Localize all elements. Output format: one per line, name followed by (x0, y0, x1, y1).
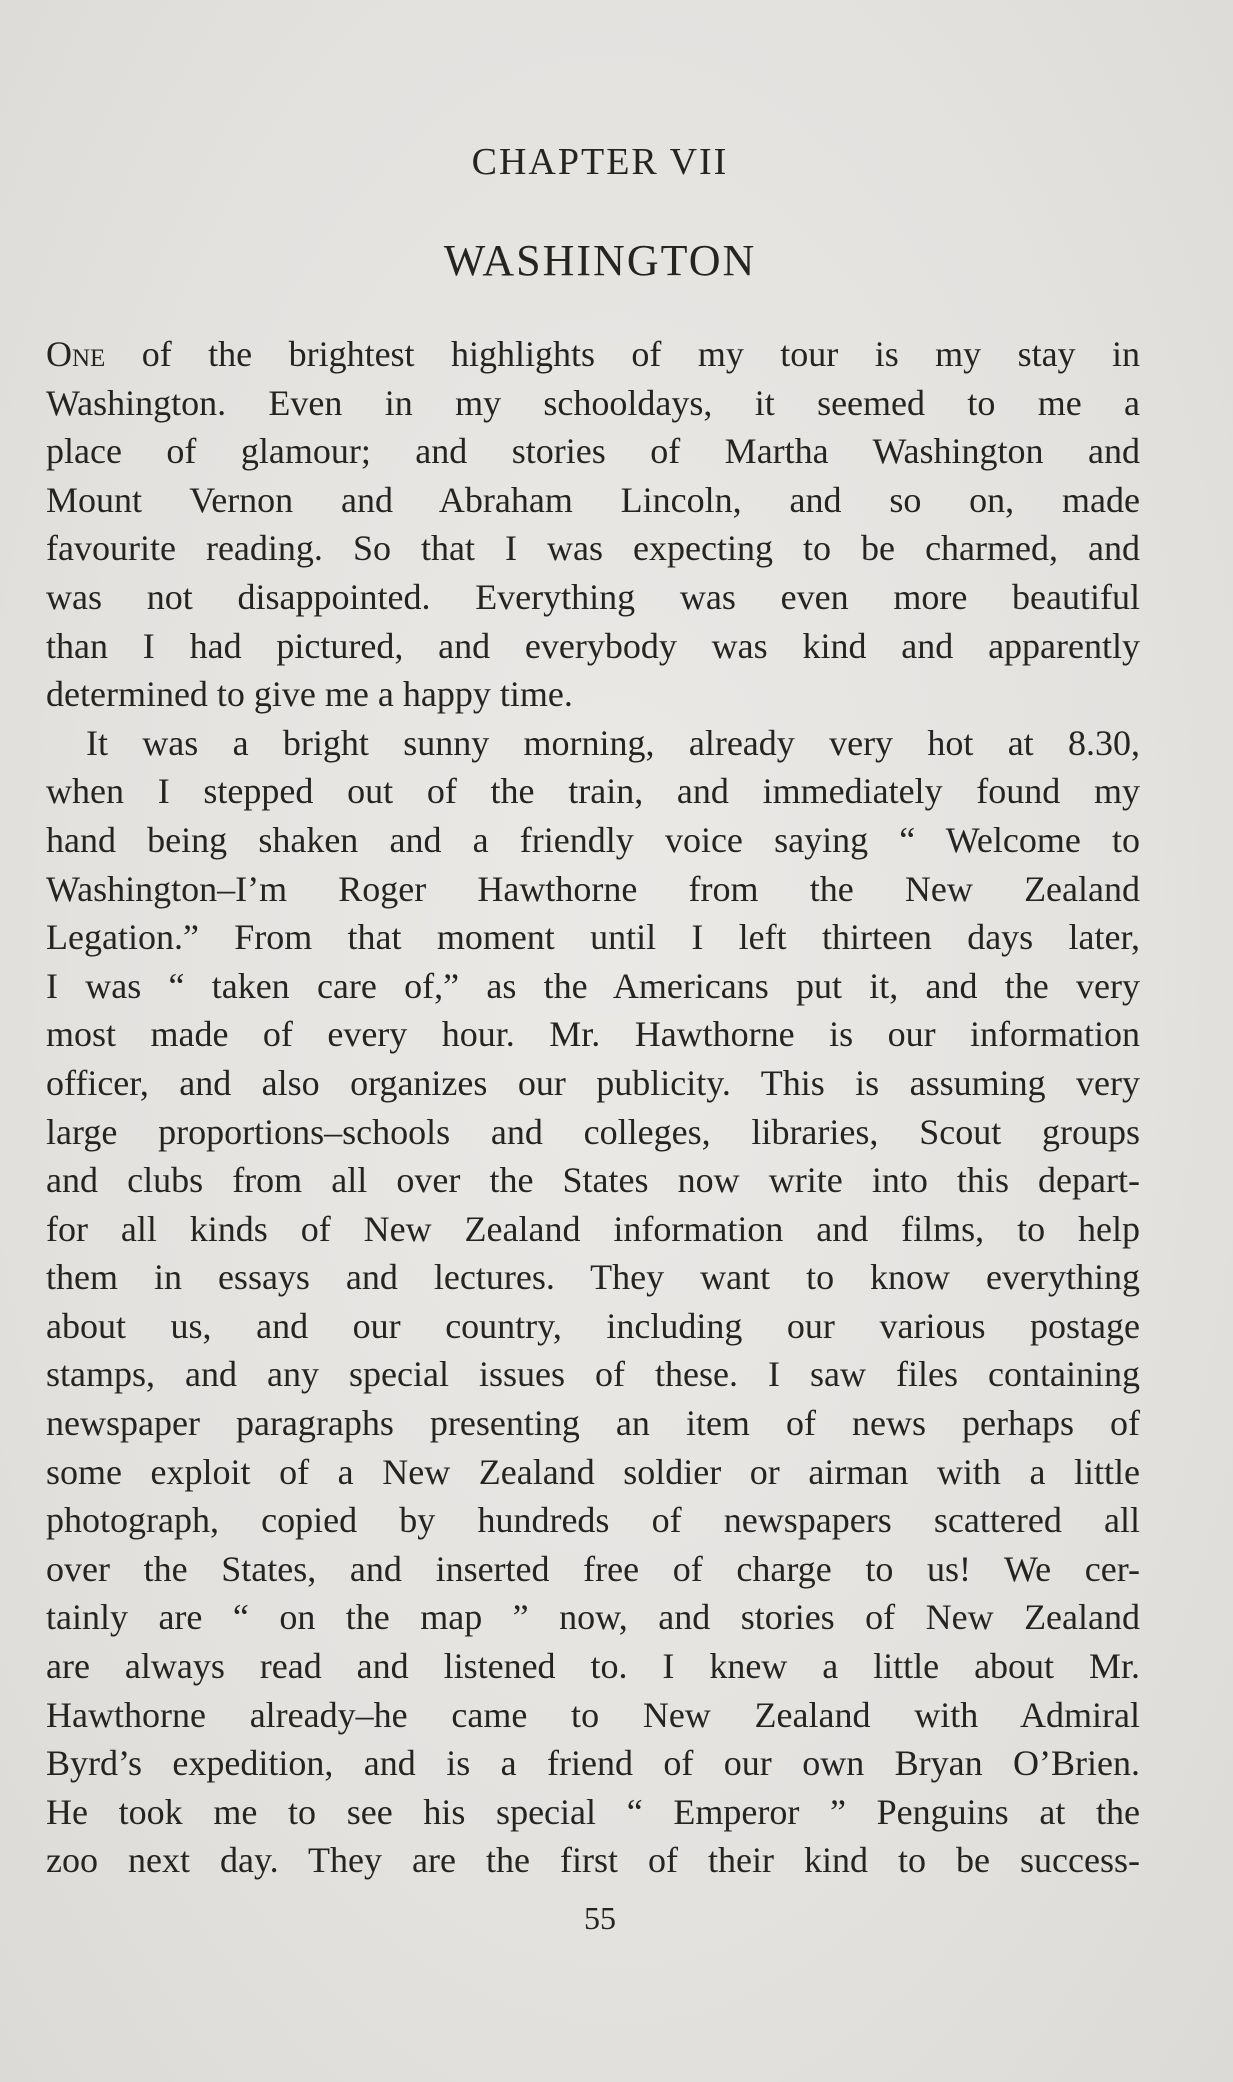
paragraph-1 (46, 330, 1140, 719)
chapter-number: CHAPTER VII (471, 141, 729, 183)
text-line: hand being shaken and a friendly voice saying “ Welcome to (46, 819, 1140, 860)
text-line: photograph, copied by hundreds of newspapers scattered all (46, 1500, 1140, 1541)
text-line: large proportions–schools and colleges, libraries, Scout groups (46, 1111, 1140, 1152)
text-line: place of glamour; and stories of Martha Washington and (46, 431, 1140, 472)
text-line: I was “ taken care of,” as the Americans put it, and the very (46, 965, 1140, 1006)
text-line: some exploit of a New Zealand soldier or airman with a little (46, 1451, 1140, 1492)
drop-word: One (46, 334, 106, 374)
text-line: than I had pictured, and everybody was kind and apparently (46, 625, 1140, 666)
text-line: Mount Vernon and Abraham Lincoln, and so on, made (46, 479, 1140, 520)
text-line: Byrd’s expedition, and is a friend of our own Bryan O’Brien. (46, 1743, 1140, 1784)
text-line: over the States, and inserted free of charge to us! We cer- (46, 1548, 1140, 1589)
chapter-title: WASHINGTON (443, 236, 757, 285)
text-line: them in essays and lectures. They want to know everything (46, 1257, 1140, 1298)
text-line: It was a bright sunny morning, already very hot at 8.30, (86, 722, 1140, 763)
body-text (46, 330, 1140, 1885)
text-line: officer, and also organizes our publicity. This is assuming very (46, 1062, 1140, 1103)
text-line: Hawthorne already–he came to New Zealand with Admiral (46, 1694, 1140, 1735)
text-line: favourite reading. So that I was expecting to be charmed, and (46, 528, 1140, 569)
text-line: determined to give me a happy time. (46, 674, 573, 715)
page-number: 55 (584, 1900, 616, 1936)
text-line: are always read and listened to. I knew a little about Mr. (46, 1646, 1140, 1687)
text-line: Washington. Even in my schooldays, it seemed to me a (46, 382, 1140, 423)
text-line: was not disappointed. Everything was even more beautiful (46, 576, 1140, 617)
text-line: Washington–I’m Roger Hawthorne from the New Zealand (46, 868, 1140, 909)
text-line: newspaper paragraphs presenting an item of news perhaps of (46, 1403, 1140, 1444)
text-line (46, 330, 1140, 379)
text-line: and clubs from all over the States now write into this depart- (46, 1160, 1140, 1201)
text-line: about us, and our country, including our various postage (46, 1305, 1140, 1346)
text-line: when I stepped out of the train, and immediately found my (46, 771, 1140, 812)
text-line: zoo next day. They are the first of their kind to be success- (46, 1840, 1140, 1881)
text-line-rest: of the brightest highlights of my tour is my stay in (105, 334, 1140, 374)
paragraph-2 (46, 719, 1140, 1885)
text-line: most made of every hour. Mr. Hawthorne is our information (46, 1014, 1140, 1055)
text-line: stamps, and any special issues of these. I saw files containing (46, 1354, 1140, 1395)
text-line: Legation.” From that moment until I left thirteen days later, (46, 917, 1140, 958)
text-line: for all kinds of New Zealand information and films, to help (46, 1208, 1140, 1249)
text-line: tainly are “ on the map ” now, and stories of New Zealand (46, 1597, 1140, 1638)
text-line: He took me to see his special “ Emperor ” Penguins at the (46, 1791, 1140, 1832)
